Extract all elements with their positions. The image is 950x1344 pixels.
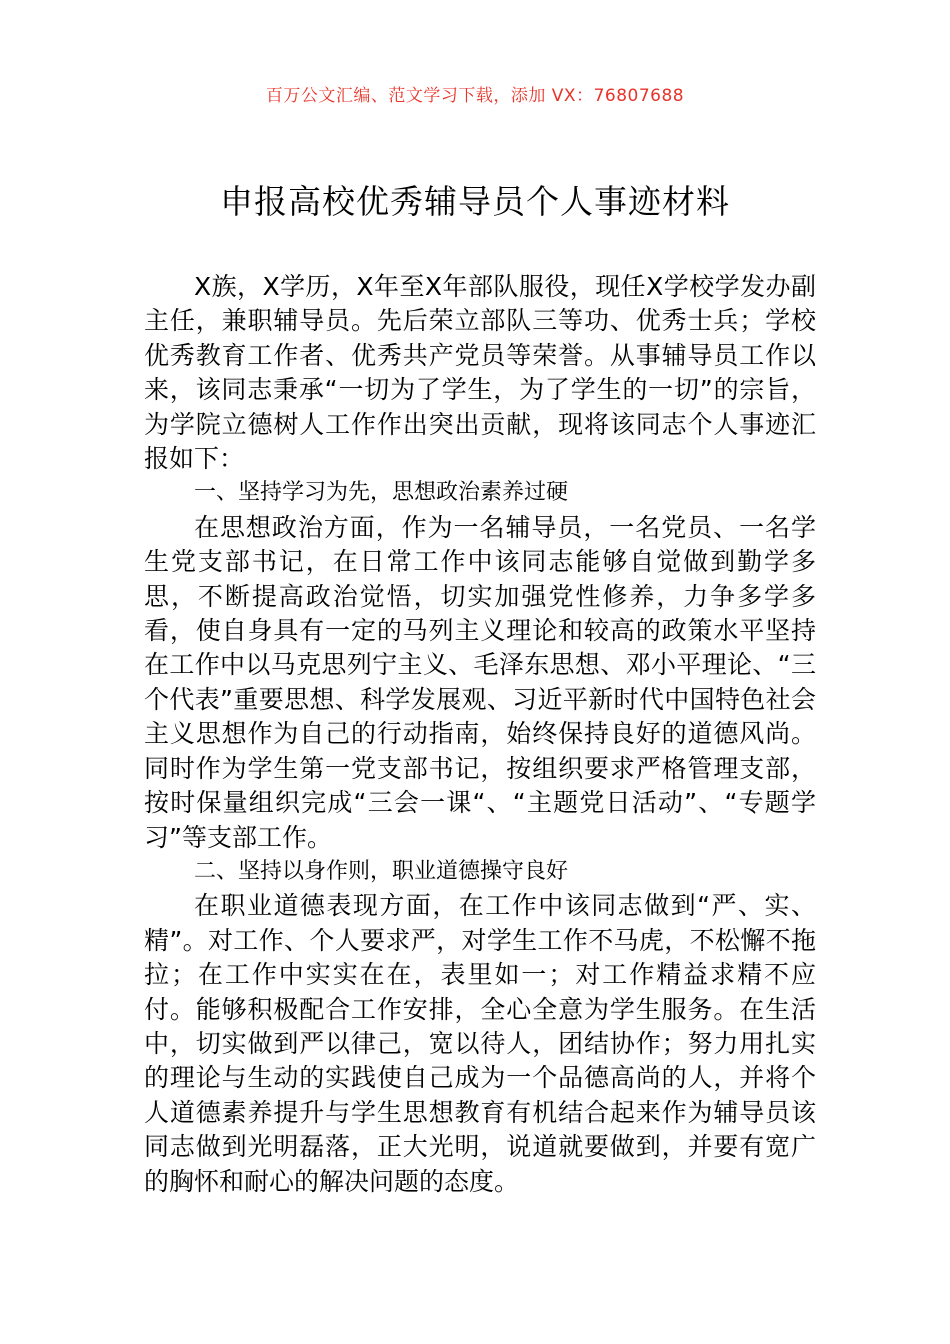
- section-paragraph-1: 在思想政治方面，作为一名辅导员，一名党员、一名学生党支部书记，在日常工作中该同志能够自觉做到勤学多思，不断提高政治觉悟，切实加强党性修养，力争多学多看，使自身具有一定的马列主义理论和较高的政策水平坚持在工作中以马克思列宁主义、毛泽东思想、邓小平理论、“三个代表”重要思想、科学发展观、习近平新时代中国特色社会主义思想作为自己的行动指南，始终保持良好的道德风尚。同时作为学生第一党支部书记，按组织要求严格管理支部，按时保量组织完成“三会一课“、“主题党日活动”、“专题学习”等支部工作。: [144, 512, 816, 852]
- watermark-banner: 百万公文汇编、范文学习下载，添加 VX：76807688: [265, 86, 685, 106]
- document-title: 申报高校优秀辅导员个人事迹材料: [220, 182, 730, 221]
- document-body: [144, 270, 816, 1199]
- section-paragraph-2: 在职业道德表现方面，在工作中该同志做到“严、实、精”。对工作、个人要求严，对学生工作不马虎，不松懈不拖拉；在工作中实实在在，表里如一；对工作精益求精不应付。能够积极配合工作安排，全心全意为学生服务。在生活中，切实做到严以律己，宽以待人，团结协作；努力用扎实的理论与生动的实践使自己成为一个品德高尚的人，并将个人道德素养提升与学生思想教育有机结合起来作为辅导员该同志做到光明磊落，正大光明，说道就要做到，并要有宽广的胸怀和耐心的解决问题的态度。: [144, 891, 816, 1196]
- section-heading-1: 一、坚持学习为先，思想政治素养过硬: [194, 480, 569, 506]
- intro-paragraph: X族，X学历，X年至X年部队服役，现任X学校学发办副主任，兼职辅导员。先后荣立部队三等功、优秀士兵；学校优秀教育工作者、优秀共产党员等荣誉。从事辅导员工作以来，该同志秉承“一切为了学生，为了学生的一切”的宗旨，为学院立德树人工作作出突出贡献，现将该同志个人事迹汇报如下：: [144, 272, 816, 474]
- section-heading-2: 二、坚持以身作则，职业道德操守良好: [194, 858, 569, 884]
